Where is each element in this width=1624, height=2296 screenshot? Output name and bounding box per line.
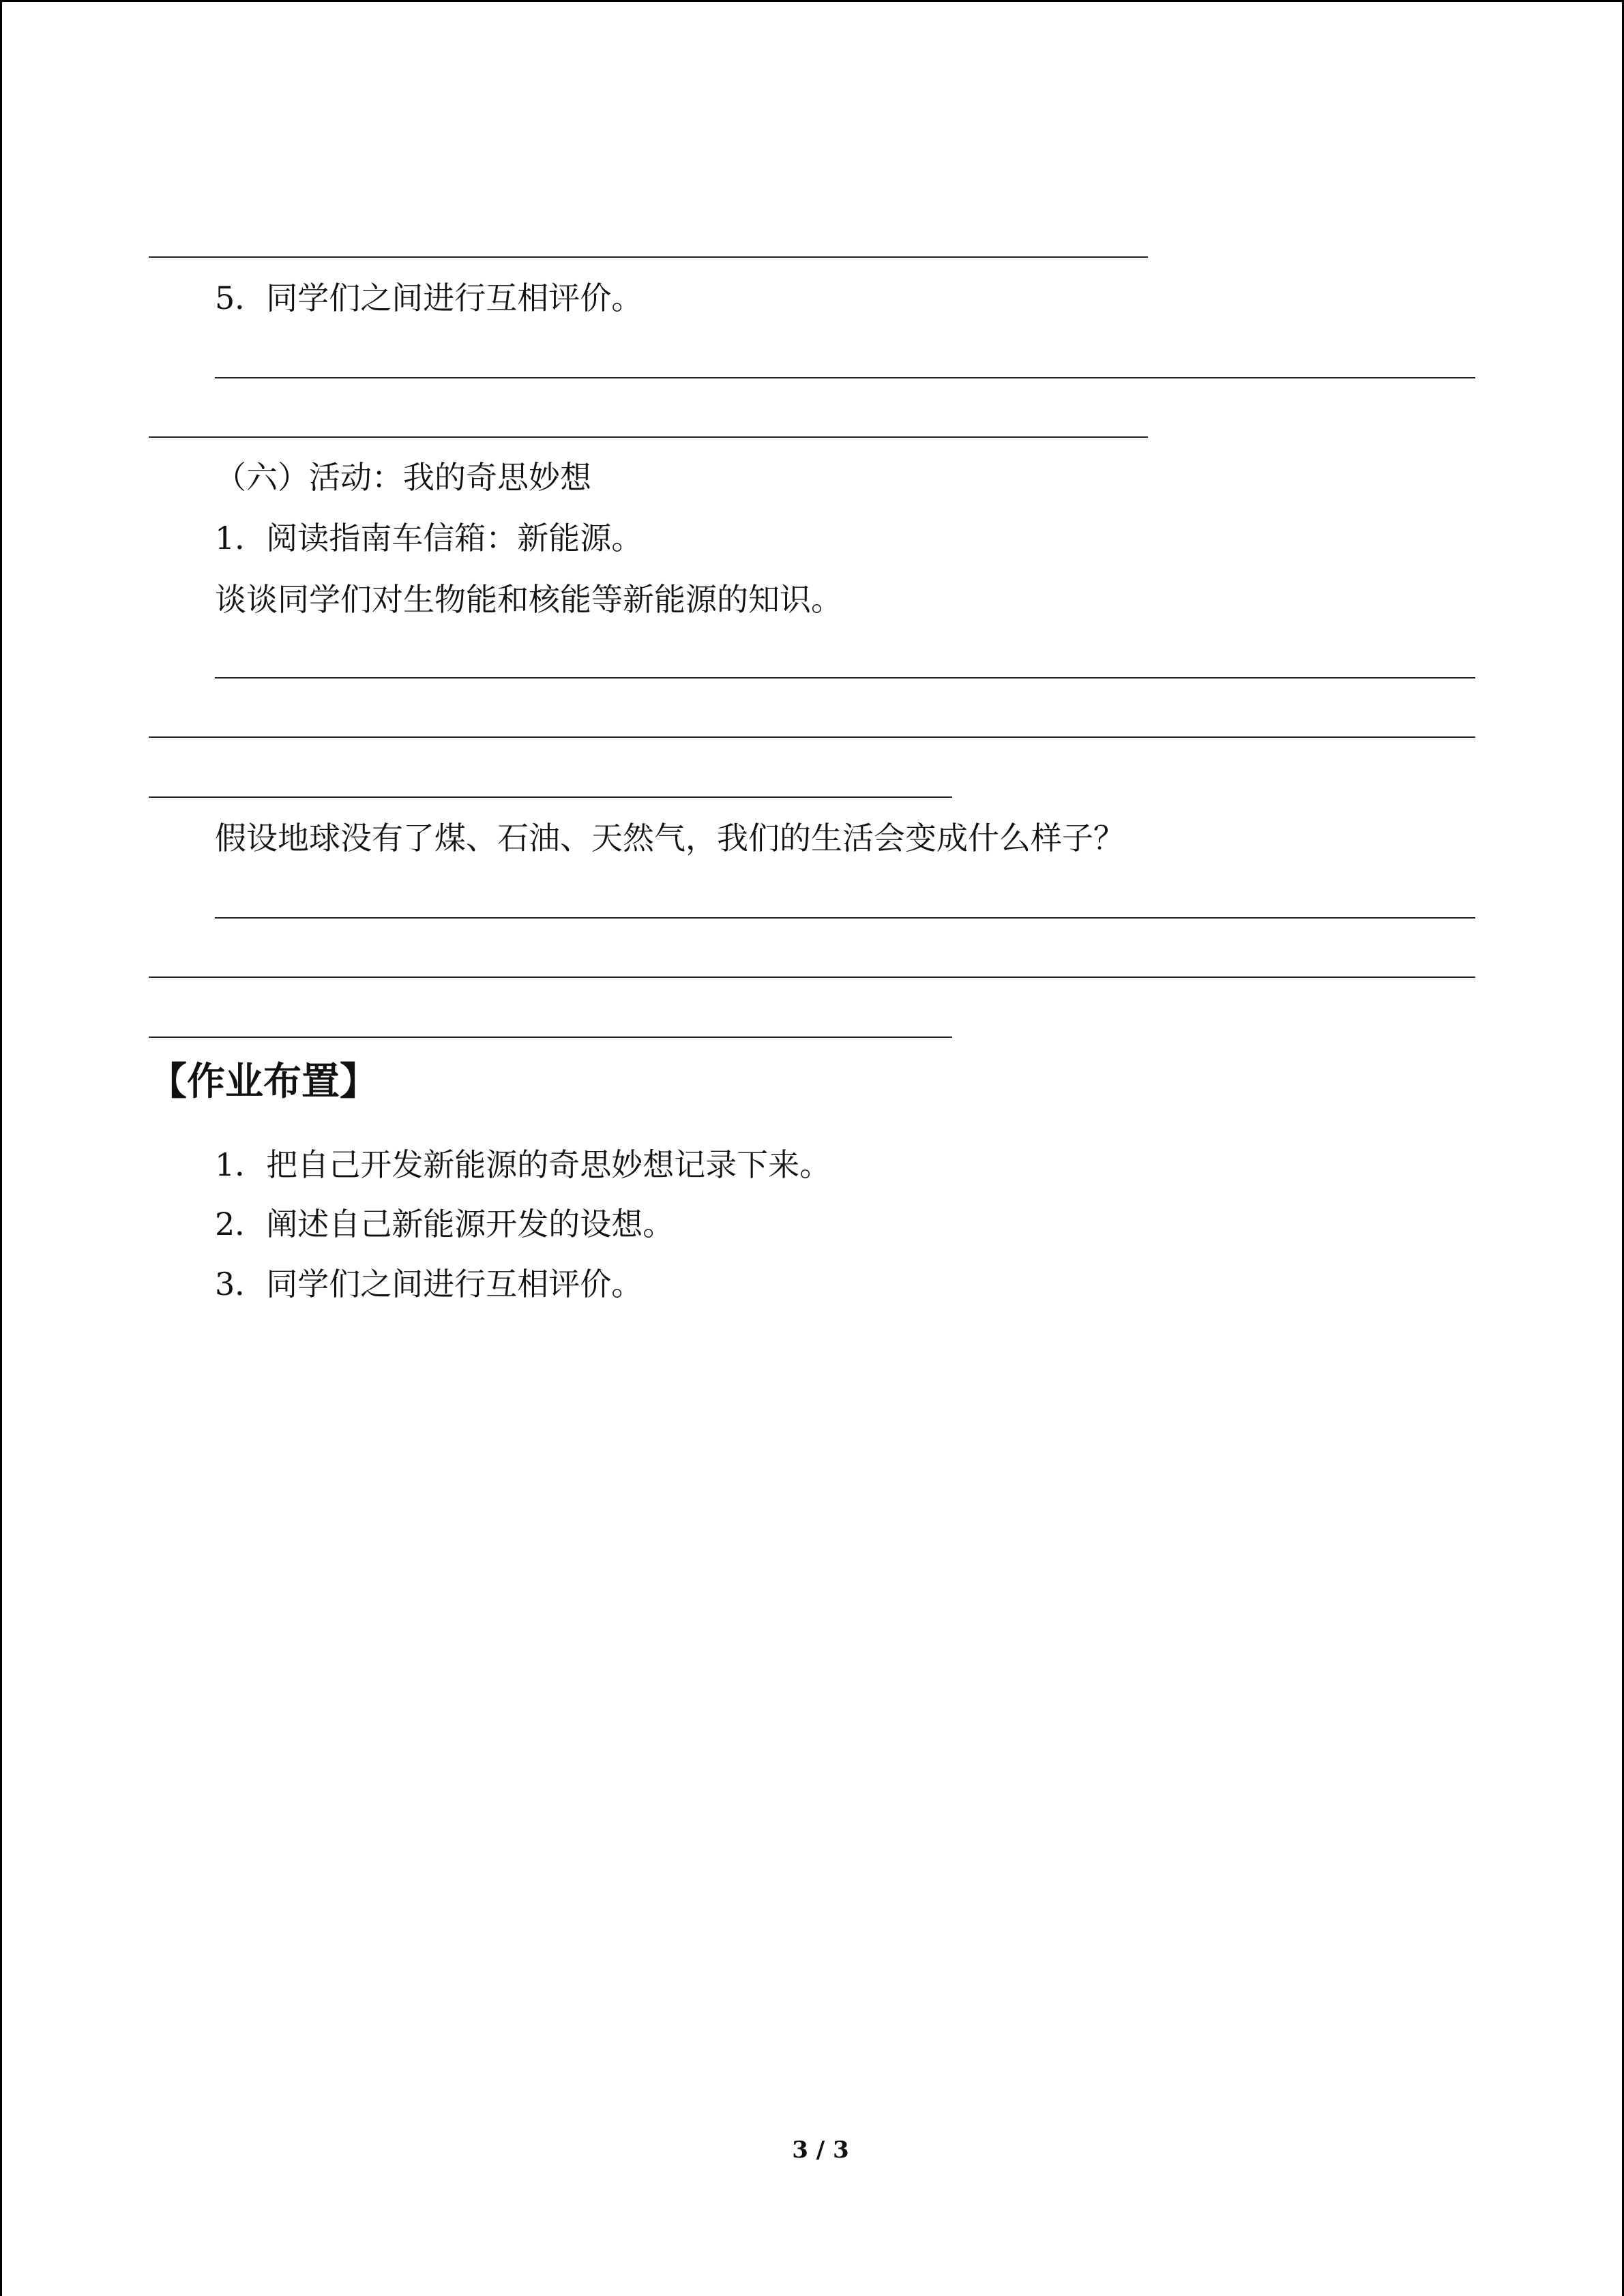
item-5-text: 5．同学们之间进行互相评价。	[215, 280, 643, 316]
homework-item-3: 3．同学们之间进行互相评价。	[215, 1266, 643, 1302]
answer-line	[215, 917, 1475, 919]
answer-line	[149, 976, 1475, 978]
answer-line	[149, 736, 1475, 738]
activity-title: （六）活动：我的奇思妙想	[215, 459, 591, 496]
homework-item-2: 2．阐述自己新能源开发的设想。	[215, 1206, 675, 1242]
activity-item-1: 1．阅读指南车信箱：新能源。	[215, 520, 643, 556]
answer-line	[149, 436, 1148, 438]
answer-line	[149, 256, 1148, 258]
homework-heading: 【作业布置】	[149, 1060, 378, 1104]
page-number: 3 / 3	[792, 2136, 849, 2164]
answer-line	[215, 377, 1475, 378]
answer-line	[149, 1037, 952, 1038]
activity-prompt-1: 谈谈同学们对生物能和核能等新能源的知识。	[215, 581, 842, 618]
answer-line	[215, 677, 1475, 679]
homework-item-1: 1．把自己开发新能源的奇思妙想记录下来。	[215, 1146, 831, 1183]
answer-line	[149, 796, 952, 798]
activity-prompt-2: 假设地球没有了煤、石油、天然气，我们的生活会变成什么样子？	[215, 820, 1125, 856]
